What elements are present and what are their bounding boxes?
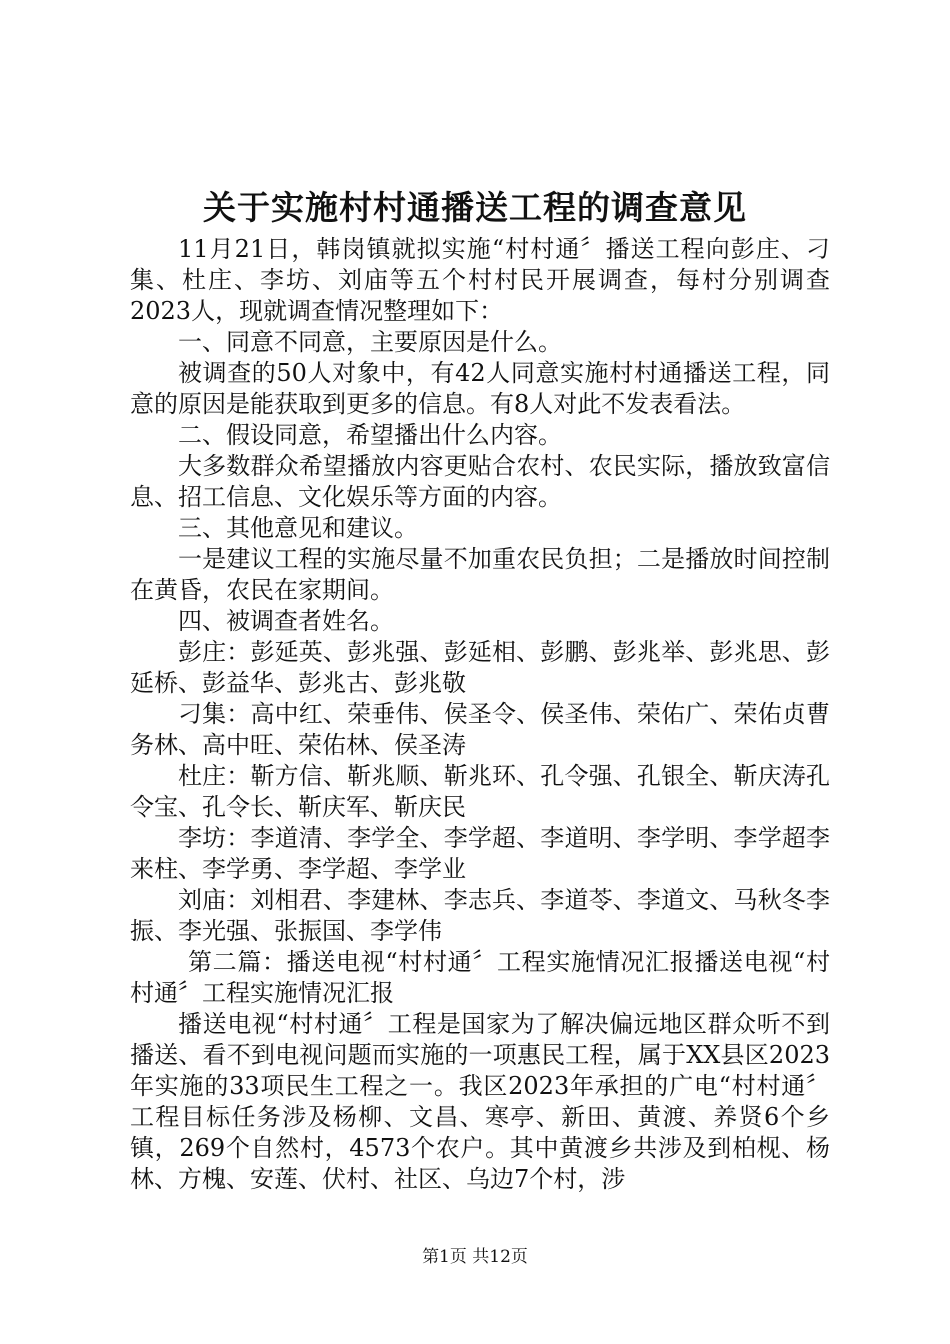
document-body [130, 234, 830, 1195]
paragraph-heading-2: 二、假设同意，希望播出什么内容。 [178, 421, 562, 449]
paragraph-suggestions: 一是建议工程的实施尽量不加重农民负担；二是播放时间控制在黄昏，农民在家期间。 [130, 545, 830, 604]
page-indicator: 第1页 共12页 [422, 1247, 528, 1267]
paragraph-names-pengzhuang: 彭庄：彭延英、彭兆强、彭延相、彭鹏、彭兆举、彭兆思、彭延桥、彭益华、彭兆古、彭兆敬 [130, 638, 830, 697]
paragraph-agree: 被调查的50人对象中，有42人同意实施村村通播送工程，同意的原因是能获取到更多的信息。有8人对此不发表看法。 [130, 359, 830, 418]
paragraph-intro: 11月21日，韩岗镇就拟实施“村村通〞播送工程向彭庄、刁集、杜庄、李坊、刘庙等五个村村民开展调查，每村分别调查2023人，现就调查情况整理如下： [130, 235, 830, 325]
paragraph-heading-3: 三、其他意见和建议。 [178, 514, 418, 542]
document-title: 关于实施村村通播送工程的调查意见 [203, 188, 747, 227]
paragraph-heading-1: 一、同意不同意，主要原因是什么。 [178, 328, 562, 356]
paragraph-names-lifang: 李坊：李道清、李学全、李学超、李道明、李学明、李学超李来柱、李学勇、李学超、李学业 [130, 824, 830, 883]
paragraph-names-duzhuang: 杜庄：靳方信、靳兆顺、靳兆环、孔令强、孔银全、靳庆涛孔令宝、孔令长、靳庆军、靳庆民 [130, 762, 830, 821]
section-2-heading: 第二篇：播送电视“村村通〞工程实施情况汇报播送电视“村村通〞工程实施情况汇报 [130, 948, 830, 1007]
section-2-paragraph: 播送电视“村村通〞工程是国家为了解决偏远地区群众听不到播送、看不到电视问题而实施的一项惠民工程，属于XX县区2023年实施的33项民生工程之一。我区2023年承担的广电“村村通〞工程目标任务涉及杨柳、文昌、寒亭、新田、黄渡、养贤6个乡镇，269个自然村，4573个农户。其中黄渡乡共涉及到柏枧、杨林、方槐、安莲、伏村、社区、乌边7个村，涉 [130, 1010, 830, 1193]
paragraph-heading-4: 四、被调查者姓名。 [178, 607, 394, 635]
paragraph-names-diaoji: 刁集：高中红、荣垂伟、侯圣令、侯圣伟、荣佑广、荣佑贞曹务林、高中旺、荣佑林、侯圣涛 [130, 700, 830, 759]
paragraph-content-wish: 大多数群众希望播放内容更贴合农村、农民实际，播放致富信息、招工信息、文化娱乐等方面的内容。 [130, 452, 830, 511]
paragraph-names-liumiao: 刘庙：刘相君、李建林、李志兵、李道苓、李道文、马秋冬李振、李光强、张振国、李学伟 [130, 886, 830, 945]
